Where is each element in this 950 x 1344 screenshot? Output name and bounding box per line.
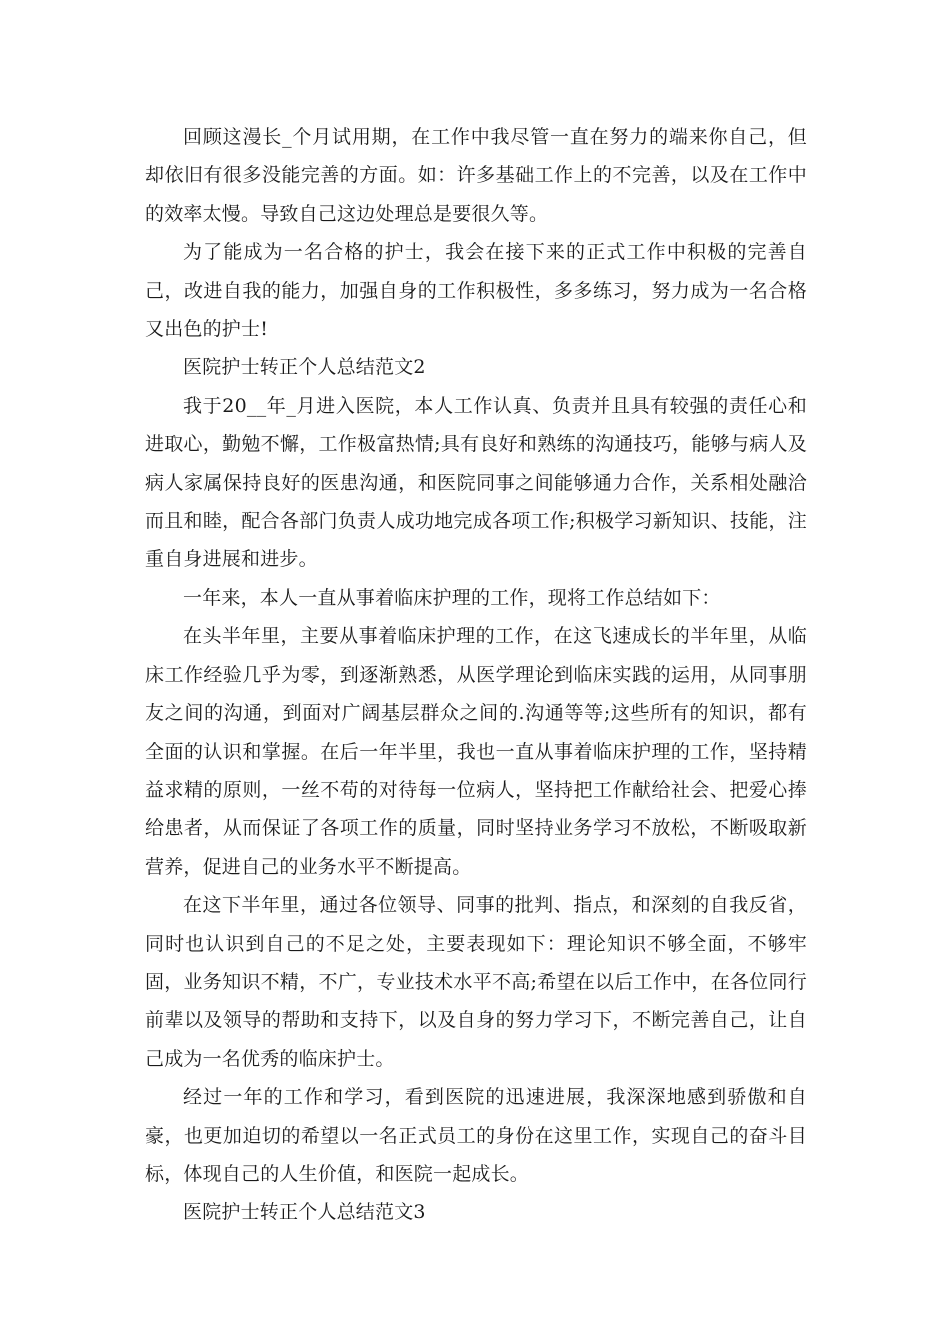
paragraph-trial-review: 回顾这漫长_个月试用期，在工作中我尽管一直在努力的端来你自己，但却依旧有很多没能完善的方面。如：许多基础工作上的不完善，以及在工作中的效率太慢。导致自己这边处理总是要很久等。 [145,126,807,225]
section-heading-3: 医院护士转正个人总结范文3 [183,1201,426,1224]
paragraph-conclusion: 经过一年的工作和学习，看到医院的迅速进展，我深深地感到骄傲和自豪，也更加迫切的希望以一名正式员工的身份在这里工作，实现自己的奋斗目标，体现自己的人生价值，和医院一起成长。 [145,1086,807,1185]
paragraph-second-half-year: 在这下半年里，通过各位领导、同事的批判、指点，和深刻的自我反省，同时也认识到自己的不足之处，主要表现如下：理论知识不够全面，不够牢固，业务知识不精，不广，专业技术水平不高;希望在以后工作中，在各位同行前辈以及领导的帮助和支持下，以及自身的努力学习下，不断完善自己，让自己成为一名优秀的临床护士。 [145,894,807,1070]
paragraph-summary-lead: 一年来，本人一直从事着临床护理的工作，现将工作总结如下： [183,586,721,609]
document-body [145,118,807,1232]
paragraph-intro: 我于20__年_月进入医院，本人工作认真、负责并且具有较强的责任心和进取心，勤勉不懈，工作极富热情;具有良好和熟练的沟通技巧，能够与病人及病人家属保持良好的医患沟通，和医院同事之间能够通力合作，关系相处融洽而且和睦，配合各部门负责人成功地完成各项工作;积极学习新知识、技能，注重自身进展和进步。 [145,394,807,571]
section-heading-2: 医院护士转正个人总结范文2 [183,356,426,379]
paragraph-first-half-year: 在头半年里，主要从事着临床护理的工作，在这飞速成长的半年里，从临床工作经验几乎为零，到逐渐熟悉，从医学理论到临床实践的运用，从同事朋友之间的沟通，到面对广阔基层群众之间的.沟通等等;这些所有的知识，都有全面的认识和掌握。在后一年半里，我也一直从事着临床护理的工作，坚持精益求精的原则，一丝不苟的对待每一位病人，坚持把工作献给社会、把爱心捧给患者，从而保证了各项工作的质量，同时坚持业务学习不放松，不断吸取新营养，促进自己的业务水平不断提高。 [145,625,807,878]
paragraph-improvement-goal: 为了能成为一名合格的护士，我会在接下来的正式工作中积极的完善自己，改进自我的能力，加强自身的工作积极性，多多练习，努力成为一名合格又出色的护士! [145,241,807,341]
